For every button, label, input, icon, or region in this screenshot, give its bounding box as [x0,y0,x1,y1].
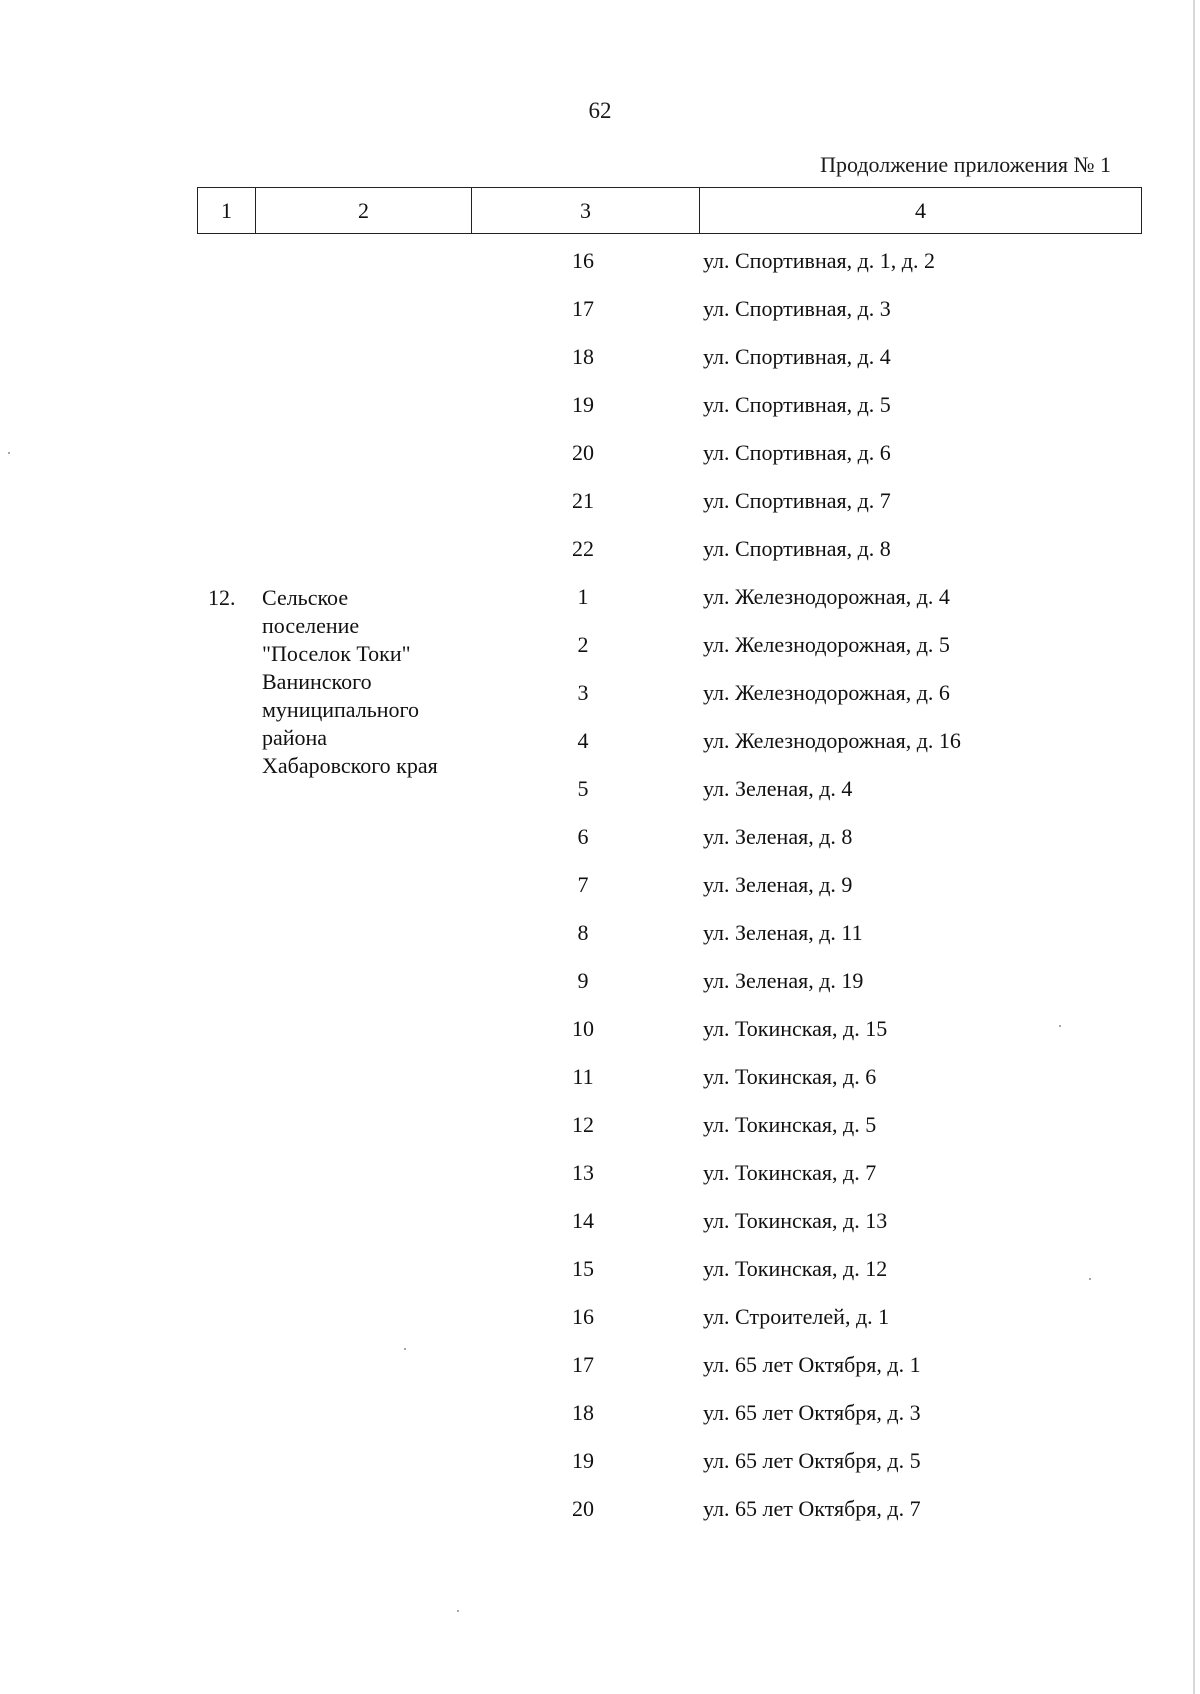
row-number: 1 [577,584,589,609]
row-number: 7 [577,872,589,897]
row-address: ул. Железнодорожная, д. 6 [703,680,950,705]
row-number: 13 [572,1160,594,1185]
entry-name-line: Хабаровского края [262,753,438,778]
row-number: 3 [577,680,589,705]
row-address: ул. Спортивная, д. 5 [703,392,891,417]
row-address: ул. Токинская, д. 6 [703,1064,877,1089]
row-number: 18 [572,1400,594,1425]
row-number: 16 [572,248,594,273]
entry-name-line: Ванинского [262,669,372,694]
row-address: ул. 65 лет Октября, д. 3 [703,1400,921,1425]
row-address: ул. 65 лет Октября, д. 1 [703,1352,921,1377]
column-header-3: 3 [472,188,700,234]
row-number: 20 [572,440,594,465]
row-address: ул. Токинская, д. 7 [703,1160,877,1185]
row-number: 8 [577,920,589,945]
row-address: ул. Спортивная, д. 4 [703,344,891,369]
scan-speck [1059,1025,1061,1027]
entry-name-line: муниципального [262,697,420,722]
row-address: ул. Спортивная, д. 3 [703,296,891,321]
row-number: 2 [577,632,589,657]
row-number: 17 [572,296,594,321]
column-header-1: 1 [198,188,256,234]
row-address: ул. Спортивная, д. 6 [703,440,891,465]
row-number: 10 [572,1016,594,1041]
row-address: ул. Зеленая, д. 8 [703,824,853,849]
row-address: ул. Токинская, д. 12 [703,1256,888,1281]
row-number: 16 [572,1304,594,1329]
column-header-table [197,187,1142,234]
row-address: ул. Зеленая, д. 11 [703,920,863,945]
row-number: 20 [572,1496,594,1521]
row-address: ул. Токинская, д. 5 [703,1112,877,1137]
row-number: 19 [572,1448,594,1473]
entry-name-line: района [262,725,328,750]
entry-name-line: поселение [262,613,360,638]
row-address: ул. Зеленая, д. 19 [703,968,864,993]
entry-name-line: "Поселок Токи" [262,641,411,666]
row-address: ул. Спортивная, д. 1, д. 2 [703,248,935,273]
row-number: 22 [572,536,594,561]
scan-edge [1193,0,1195,1694]
column-header-2: 2 [256,188,472,234]
row-address: ул. Строителей, д. 1 [703,1304,890,1329]
entry-name [262,584,472,780]
column-header-row [198,188,1142,234]
page-number: 62 [588,98,612,123]
row-address: ул. Зеленая, д. 4 [703,776,853,801]
row-number: 11 [572,1064,594,1089]
row-number: 4 [577,728,589,753]
row-address: ул. Железнодорожная, д. 5 [703,632,950,657]
row-address: ул. 65 лет Октября, д. 5 [703,1448,921,1473]
column-header-4: 4 [700,188,1142,234]
scan-speck [1089,1278,1091,1280]
row-address: ул. Спортивная, д. 7 [703,488,891,513]
row-address: ул. Железнодорожная, д. 4 [703,584,950,609]
scan-speck [457,1610,459,1612]
entry-name-line: Сельское [262,585,349,610]
row-number: 6 [577,824,589,849]
row-address: ул. Токинская, д. 13 [703,1208,888,1233]
entry-number: 12. [208,585,236,610]
row-address: ул. 65 лет Октября, д. 7 [703,1496,921,1521]
row-number: 5 [577,776,589,801]
continuation-label: Продолжение приложения № 1 [820,152,1111,177]
row-number: 14 [572,1208,594,1233]
row-number: 15 [572,1256,594,1281]
scan-speck [8,452,10,454]
row-number: 17 [572,1352,594,1377]
row-address: ул. Спортивная, д. 8 [703,536,891,561]
row-address: ул. Железнодорожная, д. 16 [703,728,961,753]
row-number: 12 [572,1112,594,1137]
scan-speck [404,1348,406,1350]
row-number: 9 [577,968,589,993]
row-number: 19 [572,392,594,417]
row-number: 18 [572,344,594,369]
row-address: ул. Зеленая, д. 9 [703,872,853,897]
row-number: 21 [572,488,594,513]
row-address: ул. Токинская, д. 15 [703,1016,888,1041]
